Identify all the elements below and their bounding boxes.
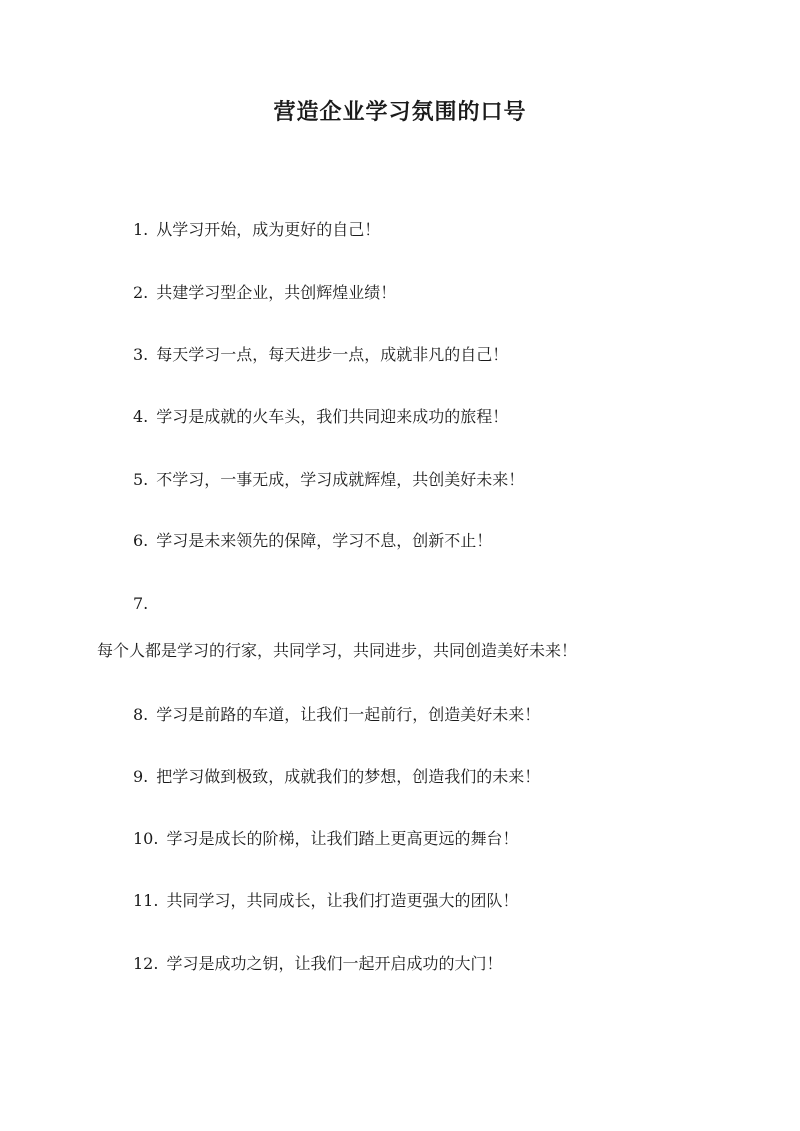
slogan-text: 学习是成长的阶梯，让我们踏上更高更远的舞台！ (166, 829, 519, 848)
slogan-number: 1. (133, 220, 149, 239)
slogan-number: 2. (133, 283, 149, 302)
slogan-item (133, 344, 508, 366)
slogan-number: 3. (133, 345, 149, 364)
slogan-number: 9. (133, 767, 149, 786)
slogan-number: 11. (133, 891, 159, 910)
slogan-item (133, 469, 524, 491)
slogan-number: 8. (133, 705, 149, 724)
slogan-number: 12. (133, 954, 159, 973)
slogan-text: 学习是成功之钥，让我们一起开启成功的大门！ (166, 954, 503, 973)
slogan-text: 学习是成就的火车头，我们共同迎来成功的旅程！ (156, 407, 509, 426)
slogan-text: 每个人都是学习的行家，共同学习，共同进步，共同创造美好未来！ (97, 641, 578, 660)
slogan-item (133, 406, 508, 428)
slogan-item (133, 282, 396, 304)
slogan-item (133, 530, 492, 552)
slogan-number: 5. (133, 470, 149, 489)
slogan-text: 学习是前路的车道，让我们一起前行，创造美好未来！ (156, 705, 541, 724)
slogan-item (133, 828, 518, 850)
slogan-text: 从学习开始，成为更好的自己！ (156, 220, 381, 239)
slogan-text: 把学习做到极致，成就我们的梦想，创造我们的未来！ (156, 767, 541, 786)
slogan-text: 共建学习型企业，共创辉煌业绩！ (156, 283, 397, 302)
slogan-number: 10. (133, 829, 159, 848)
slogan-number: 7. (133, 594, 149, 613)
slogan-text: 不学习，一事无成，学习成就辉煌，共创美好未来！ (156, 470, 525, 489)
slogan-item (133, 219, 380, 241)
slogan-number: 6. (133, 531, 149, 550)
slogan-item (133, 704, 540, 726)
slogan-item (133, 890, 518, 912)
slogan-item (133, 953, 502, 975)
slogan-number: 4. (133, 407, 149, 426)
slogan-item (133, 766, 540, 788)
slogan-text: 学习是未来领先的保障，学习不息，创新不止！ (156, 531, 493, 550)
slogan-text: 每天学习一点，每天进步一点，成就非凡的自己！ (156, 345, 509, 364)
slogan-text: 共同学习，共同成长，让我们打造更强大的团队！ (166, 891, 519, 910)
document-title: 营造企业学习氛围的口号 (273, 99, 527, 125)
